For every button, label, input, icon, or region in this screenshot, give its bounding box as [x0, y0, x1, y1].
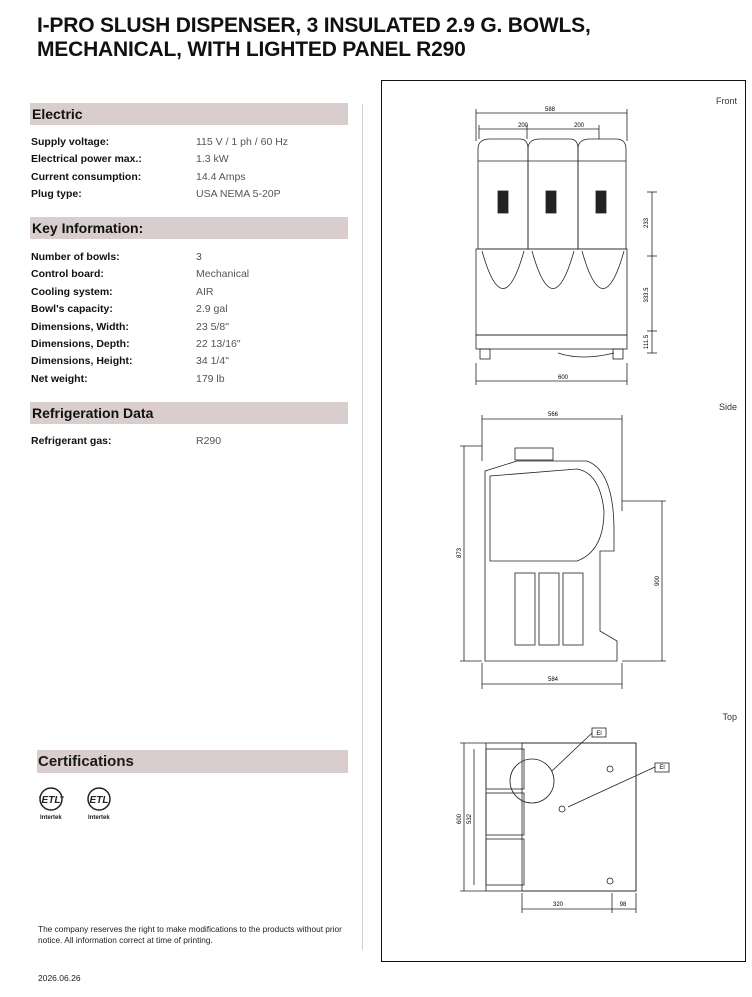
spec-label: Control board: [31, 268, 104, 281]
key-information-table [31, 249, 351, 388]
spec-row [31, 134, 351, 151]
side-dim-900: 900 [655, 575, 661, 587]
spec-value: 34 1/4" [196, 355, 229, 368]
intertek-caption-1: Intertek [40, 815, 62, 821]
spec-value: USA NEMA 5-20P [196, 188, 281, 201]
spec-value: Mechanical [196, 268, 250, 281]
spec-row [31, 353, 351, 370]
certification-logos [37, 786, 127, 826]
spec-value: 3 [196, 251, 202, 263]
front-dim-600: 600 [557, 375, 569, 381]
spec-row [31, 266, 351, 283]
key-information-heading: Key Information: [30, 217, 348, 239]
side-dim-584: 584 [547, 677, 559, 683]
svg-text:c: c [39, 794, 41, 799]
spec-row [31, 249, 351, 266]
spec-label: Plug type: [31, 188, 82, 201]
spec-label: Current consumption: [31, 170, 142, 183]
spec-row [31, 433, 351, 450]
spec-row [31, 336, 351, 353]
svg-text:us: us [60, 794, 65, 799]
disclaimer-text: The company reserves the right to make modifications to the products without prior notice. All information correct at time of printing. [38, 924, 342, 945]
spec-label: Dimensions, Depth: [31, 337, 130, 350]
top-callout-el-1: El [596, 731, 602, 737]
side-view-label: Side [718, 402, 737, 412]
spec-value: AIR [196, 285, 214, 298]
column-divider [362, 104, 363, 950]
front-dim-588: 588 [544, 107, 556, 113]
refrigeration-table [31, 433, 351, 450]
spec-value: R290 [196, 435, 222, 447]
spec-row [31, 186, 351, 203]
front-dim-200-b: 200 [573, 123, 585, 129]
spec-row [31, 284, 351, 301]
spec-row [31, 371, 351, 388]
spec-label: Electrical power max.: [31, 153, 142, 166]
electric-heading: Electric [30, 103, 348, 125]
side-dim-566: 566 [547, 412, 559, 418]
top-dim-600: 600 [457, 813, 463, 825]
front-view-label: Front [715, 96, 737, 106]
spec-row [31, 319, 351, 336]
svg-text:ETL: ETL [41, 795, 61, 806]
spec-label: Bowl's capacity: [31, 303, 113, 316]
spec-row [31, 301, 351, 318]
spec-label: Net weight: [31, 372, 88, 385]
electric-table [31, 134, 351, 204]
spec-label: Number of bowls: [31, 251, 120, 263]
certifications-heading: Certifications [37, 750, 348, 773]
top-callout-el-2: El [659, 765, 665, 771]
spec-value: 115 V / 1 ph / 60 Hz [196, 136, 289, 148]
front-dim-200-a: 200 [517, 123, 529, 129]
front-dim-233: 233 [644, 217, 650, 229]
top-dim-98: 98 [619, 902, 627, 908]
side-dim-873: 873 [457, 547, 463, 559]
spec-value: 1.3 kW [196, 153, 229, 166]
top-dim-320: 320 [552, 902, 564, 908]
spec-value: 22 13/16" [196, 337, 241, 350]
front-dim-333-5: 333.5 [644, 287, 650, 303]
spec-row [31, 151, 351, 168]
product-title-line-1: I-PRO SLUSH DISPENSER, 3 INSULATED 2.9 G. BOWLS, [37, 14, 591, 37]
spec-value: 179 lb [196, 372, 225, 385]
spec-row [31, 169, 351, 186]
technical-drawings-frame [381, 80, 746, 962]
spec-label: Dimensions, Width: [31, 320, 129, 333]
intertek-caption-2: Intertek [88, 815, 110, 821]
top-dim-532: 532 [467, 813, 473, 825]
svg-text:ETL: ETL [89, 795, 109, 806]
spec-value: 2.9 gal [196, 303, 228, 316]
spec-value: 14.4 Amps [196, 170, 246, 183]
spec-label: Refrigerant gas: [31, 435, 112, 447]
product-title [37, 14, 637, 62]
refrigeration-heading: Refrigeration Data [30, 402, 348, 424]
front-dim-111-5: 111.5 [644, 334, 650, 350]
spec-label: Supply voltage: [31, 136, 110, 148]
spec-label: Cooling system: [31, 285, 113, 298]
top-view-drawing [382, 711, 744, 961]
spec-value: 23 5/8" [196, 320, 229, 333]
spec-label: Dimensions, Height: [31, 355, 133, 368]
front-view-drawing [382, 81, 744, 401]
side-view-drawing [382, 401, 744, 706]
product-title-line-2: MECHANICAL, WITH LIGHTED PANEL R290 [37, 38, 466, 61]
top-view-label: Top [722, 712, 737, 722]
print-date: 2026.06.26 [38, 973, 81, 983]
